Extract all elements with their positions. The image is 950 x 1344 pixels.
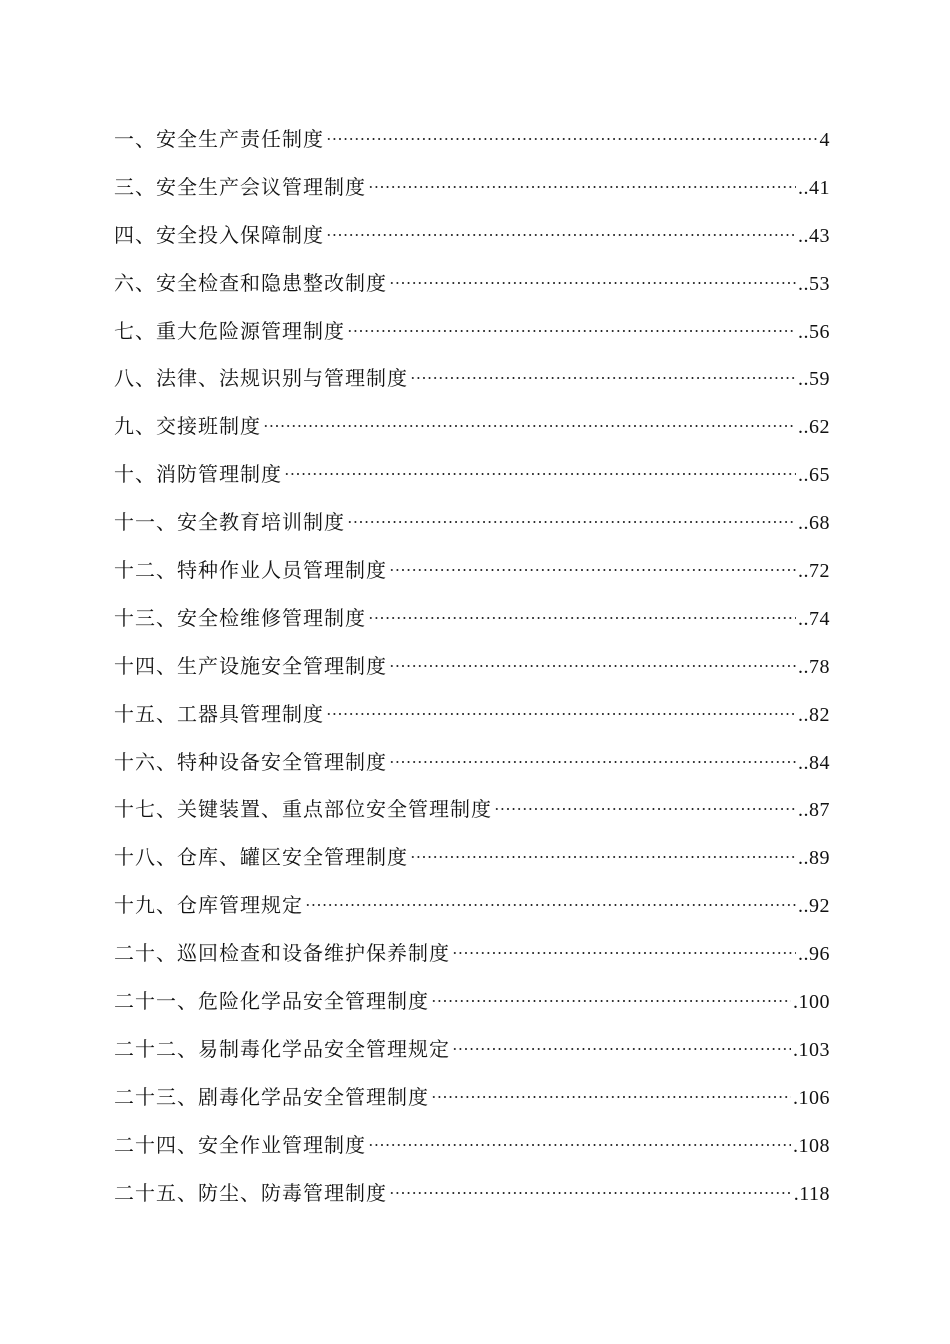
- toc-entry-page-number: .106: [793, 1086, 830, 1109]
- toc-entry[interactable]: [114, 978, 830, 1026]
- toc-entry[interactable]: [114, 308, 830, 356]
- toc-entry-title: 十六、特种设备安全管理制度: [114, 749, 387, 774]
- toc-entry-page-number: ..74: [798, 607, 830, 630]
- toc-entry-title: 二十五、防尘、防毒管理制度: [114, 1180, 387, 1205]
- toc-entry[interactable]: [114, 930, 830, 978]
- toc-entry-title: 二十一、危险化学品安全管理制度: [114, 989, 429, 1014]
- toc-entry[interactable]: [114, 882, 830, 930]
- toc-entry[interactable]: [114, 116, 830, 164]
- toc-entry-title: 四、安全投入保障制度: [114, 222, 324, 247]
- toc-entry-title: 七、重大危险源管理制度: [114, 318, 345, 343]
- toc-entry-page-number: ..78: [798, 655, 830, 678]
- dot-leader: [452, 1048, 791, 1050]
- toc-entry-page-number: ..82: [798, 703, 830, 726]
- toc-entry-title: 十七、关键装置、重点部位安全管理制度: [114, 797, 492, 822]
- toc-entry-title: 八、法律、法规识别与管理制度: [114, 366, 408, 391]
- toc-entry[interactable]: [114, 595, 830, 643]
- toc-entry-title: 一、安全生产责任制度: [114, 127, 324, 151]
- toc-entry-page-number: ..87: [798, 799, 830, 822]
- toc-entry[interactable]: [114, 1074, 830, 1122]
- toc-entry-page-number: ..84: [798, 751, 830, 774]
- dot-leader: [305, 904, 796, 906]
- toc-entry-page-number: ..96: [798, 943, 830, 966]
- toc-entry-page-number: ..56: [798, 320, 830, 343]
- toc-entry-title: 六、安全检查和隐患整改制度: [114, 270, 387, 295]
- dot-leader: [284, 473, 796, 475]
- toc-entry-page-number: ..62: [798, 416, 830, 439]
- toc-entry-page-number: .108: [793, 1134, 830, 1157]
- dot-leader: [326, 713, 796, 715]
- toc-entry[interactable]: [114, 643, 830, 691]
- table-of-contents: [114, 116, 830, 1217]
- toc-entry-title: 十五、工器具管理制度: [114, 701, 324, 726]
- dot-leader: [410, 377, 796, 379]
- toc-entry[interactable]: [114, 786, 830, 834]
- toc-entry-page-number: .100: [793, 991, 830, 1014]
- toc-entry-page-number: ..41: [798, 176, 830, 199]
- dot-leader: [389, 665, 796, 667]
- dot-leader: [326, 138, 818, 140]
- toc-entry[interactable]: [114, 1026, 830, 1074]
- toc-entry-title: 二十二、易制毒化学品安全管理规定: [114, 1036, 450, 1061]
- toc-entry-title: 二十三、剧毒化学品安全管理制度: [114, 1084, 429, 1109]
- dot-leader: [347, 521, 796, 523]
- dot-leader: [368, 617, 796, 619]
- toc-entry-page-number: .103: [793, 1038, 830, 1061]
- dot-leader: [452, 952, 796, 954]
- toc-entry-title: 三、安全生产会议管理制度: [114, 174, 366, 199]
- dot-leader: [389, 761, 796, 763]
- toc-entry[interactable]: [114, 451, 830, 499]
- dot-leader: [389, 282, 796, 284]
- toc-entry[interactable]: [114, 355, 830, 403]
- toc-entry-title: 九、交接班制度: [114, 414, 261, 439]
- dot-leader: [494, 808, 796, 810]
- toc-entry-page-number: .118: [793, 1182, 830, 1205]
- toc-entry[interactable]: [114, 403, 830, 451]
- toc-entry-page-number: 4: [819, 129, 830, 151]
- toc-entry-title: 十、消防管理制度: [114, 462, 282, 487]
- dot-leader: [347, 330, 796, 332]
- toc-entry[interactable]: [114, 547, 830, 595]
- dot-leader: [389, 1192, 792, 1194]
- toc-entry[interactable]: [114, 691, 830, 739]
- dot-leader: [431, 1000, 791, 1002]
- dot-leader: [368, 186, 796, 188]
- toc-entry[interactable]: [114, 1170, 830, 1218]
- toc-entry[interactable]: [114, 1122, 830, 1170]
- toc-entry-title: 十八、仓库、罐区安全管理制度: [114, 845, 408, 870]
- toc-entry[interactable]: [114, 739, 830, 787]
- toc-entry-page-number: ..59: [798, 368, 830, 391]
- toc-entry-page-number: ..65: [798, 464, 830, 487]
- toc-entry-title: 十四、生产设施安全管理制度: [114, 653, 387, 678]
- toc-entry-page-number: ..68: [798, 512, 830, 535]
- dot-leader: [326, 234, 796, 236]
- toc-entry-title: 十二、特种作业人员管理制度: [114, 558, 387, 583]
- toc-entry-title: 二十四、安全作业管理制度: [114, 1132, 366, 1157]
- toc-entry-page-number: ..53: [798, 272, 830, 295]
- toc-entry[interactable]: [114, 260, 830, 308]
- dot-leader: [431, 1096, 791, 1098]
- toc-entry-page-number: ..72: [798, 560, 830, 583]
- toc-entry[interactable]: [114, 834, 830, 882]
- toc-entry[interactable]: [114, 164, 830, 212]
- toc-entry-title: 十三、安全检维修管理制度: [114, 605, 366, 630]
- toc-entry-title: 十一、安全教育培训制度: [114, 510, 345, 535]
- dot-leader: [389, 569, 796, 571]
- toc-entry[interactable]: [114, 499, 830, 547]
- dot-leader: [368, 1144, 791, 1146]
- dot-leader: [410, 856, 796, 858]
- toc-entry[interactable]: [114, 212, 830, 260]
- toc-entry-title: 十九、仓库管理规定: [114, 893, 303, 918]
- toc-entry-page-number: ..92: [798, 895, 830, 918]
- dot-leader: [263, 425, 796, 427]
- toc-entry-page-number: ..43: [798, 224, 830, 247]
- toc-entry-title: 二十、巡回检查和设备维护保养制度: [114, 941, 450, 966]
- toc-entry-page-number: ..89: [798, 847, 830, 870]
